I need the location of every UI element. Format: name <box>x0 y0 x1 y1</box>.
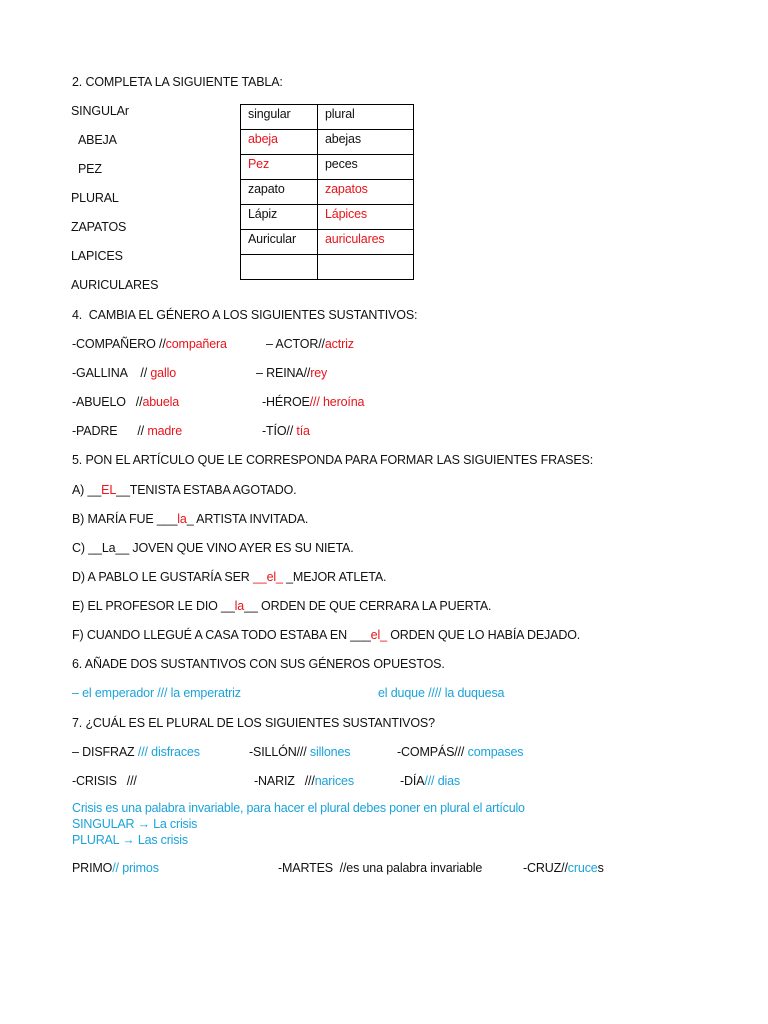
sentence-text: _MEJOR ATLETA. <box>282 570 387 584</box>
sentence-d <box>72 569 386 585</box>
plural-answer: /// disfraces <box>137 745 200 759</box>
gender-item <box>262 423 310 439</box>
opposite-pair: el duque //// la duquesa <box>378 686 505 700</box>
table-cell: abejas <box>318 130 414 155</box>
table-cell <box>241 255 318 280</box>
table-cell: zapatos <box>318 180 414 205</box>
sentence-e <box>72 598 491 614</box>
gender-word: -PADRE // <box>72 424 148 438</box>
note-plural: PLURAL → Las crisis <box>72 833 188 847</box>
gender-item <box>72 394 179 410</box>
plural-item <box>400 773 460 789</box>
table-row <box>241 230 414 255</box>
plural-item <box>397 744 523 760</box>
word-lapices: LAPICES <box>71 249 123 263</box>
plural-word: -DÍA <box>400 774 425 788</box>
table-row <box>241 255 414 280</box>
table-cell: Pez <box>241 155 318 180</box>
gender-answer: madre <box>147 424 182 438</box>
plural-answer: narices <box>314 774 354 788</box>
plural-word: -NARIZ /// <box>254 774 315 788</box>
table-cell: auriculares <box>318 230 414 255</box>
gender-word: -COMPAÑERO // <box>72 337 166 351</box>
table-cell: Auricular <box>241 230 318 255</box>
table-cell: Lápiz <box>241 205 318 230</box>
gender-word: -GALLINA // <box>72 366 151 380</box>
plural-word: – DISFRAZ <box>72 745 138 759</box>
gender-word: – ACTOR// <box>266 337 325 351</box>
plural-answer: /// dias <box>424 774 461 788</box>
plural-item <box>72 744 200 760</box>
gender-item <box>256 365 327 381</box>
sentence-a <box>72 482 296 498</box>
table-header-cell: singular <box>241 105 318 130</box>
gender-answer: actriz <box>324 337 354 351</box>
article-answer: la <box>177 512 187 526</box>
article-answer: EL <box>101 483 117 497</box>
singular-plural-table <box>240 104 414 280</box>
gender-answer: compañera <box>165 337 227 351</box>
table-row <box>241 180 414 205</box>
plural-answer: cruce <box>567 861 598 875</box>
gender-word: -ABUELO // <box>72 395 143 409</box>
word-auriculares: AURICULARES <box>71 278 159 292</box>
invariable-note: Crisis es una palabra invariable, para hacer el plural debes poner en plural el artículo <box>72 801 525 815</box>
sentence-text: A) __ <box>72 483 102 497</box>
table-row <box>241 205 414 230</box>
table-row <box>241 155 414 180</box>
plural-item: -MARTES //es una palabra invariable <box>278 861 483 875</box>
table-cell: peces <box>318 155 414 180</box>
sentence-text: B) MARÍA FUE ___ <box>72 512 178 526</box>
plural-word: -SILLÓN/// <box>249 745 310 759</box>
table-cell: zapato <box>241 180 318 205</box>
heading-6: 6. AÑADE DOS SUSTANTIVOS CON SUS GÉNEROS OPUESTOS. <box>72 657 445 671</box>
heading-2: 2. COMPLETA LA SIGUIENTE TABLA: <box>72 75 283 89</box>
plural-answer: sillones <box>309 745 351 759</box>
word-pez: PEZ <box>78 162 102 176</box>
table-cell: abeja <box>241 130 318 155</box>
gender-answer: /// heroína <box>309 395 365 409</box>
gender-word: -TÍO// <box>262 424 297 438</box>
table-header-cell: plural <box>318 105 414 130</box>
article-answer: la <box>234 599 245 613</box>
word-singular: SINGULAr <box>71 104 129 118</box>
plural-item <box>249 744 350 760</box>
gender-answer: gallo <box>150 366 177 380</box>
plural-item <box>72 860 159 876</box>
sentence-b <box>72 511 308 527</box>
plural-word: -CRUZ// <box>523 861 568 875</box>
gender-answer: abuela <box>142 395 180 409</box>
table-row <box>241 130 414 155</box>
plural-answer: compases <box>467 745 524 759</box>
word-zapatos: ZAPATOS <box>71 220 127 234</box>
sentence-text: D) A PABLO LE GUSTARÍA SER <box>72 570 253 584</box>
article-answer: el_ <box>370 628 387 642</box>
gender-item <box>72 423 182 439</box>
table-cell: Lápices <box>318 205 414 230</box>
gender-answer: tía <box>296 424 310 438</box>
plural-word: -COMPÁS/// <box>397 745 468 759</box>
gender-item <box>266 336 354 352</box>
word-abeja: ABEJA <box>78 133 117 147</box>
plural-item <box>254 773 354 789</box>
heading-4: 4. CAMBIA EL GÉNERO A LOS SIGUIENTES SUSTANTIVOS: <box>72 308 418 322</box>
plural-answer: // primos <box>112 861 159 875</box>
plural-item: -CRISIS /// <box>72 774 137 788</box>
gender-item <box>72 336 227 352</box>
opposite-pair: – el emperador /// la emperatriz <box>72 686 241 700</box>
gender-word: -HÉROE <box>262 395 310 409</box>
heading-5: 5. PON EL ARTÍCULO QUE LE CORRESPONDA PARA FORMAR LAS SIGUIENTES FRASES: <box>72 453 594 467</box>
article-answer: __el_ <box>252 570 283 584</box>
sentence-text: F) CUANDO LLEGUÉ A CASA TODO ESTABA EN ___ <box>72 628 371 642</box>
sentence-c: C) __La__ JOVEN QUE VINO AYER ES SU NIETA. <box>72 541 354 555</box>
sentence-text: ORDEN QUE LO HABÍA DEJADO. <box>386 628 581 642</box>
table-cell <box>318 255 414 280</box>
note-singular: SINGULAR → La crisis <box>72 817 198 831</box>
gender-item <box>72 365 176 381</box>
sentence-text: __TENISTA ESTABA AGOTADO. <box>116 483 297 497</box>
heading-7: 7. ¿CUÁL ES EL PLURAL DE LOS SIGUIENTES SUSTANTIVOS? <box>72 716 435 730</box>
plural-word: s <box>597 861 604 875</box>
gender-item <box>262 394 364 410</box>
plural-item <box>523 860 604 876</box>
word-plural: PLURAL <box>71 191 119 205</box>
gender-word: – REINA// <box>256 366 311 380</box>
sentence-text: E) EL PROFESOR LE DIO __ <box>72 599 235 613</box>
table-header-row <box>241 105 414 130</box>
sentence-text: _ ARTISTA INVITADA. <box>186 512 309 526</box>
sentence-f <box>72 627 580 643</box>
plural-word: PRIMO <box>72 861 113 875</box>
gender-answer: rey <box>310 366 328 380</box>
sentence-text: __ ORDEN DE QUE CERRARA LA PUERTA. <box>244 599 492 613</box>
